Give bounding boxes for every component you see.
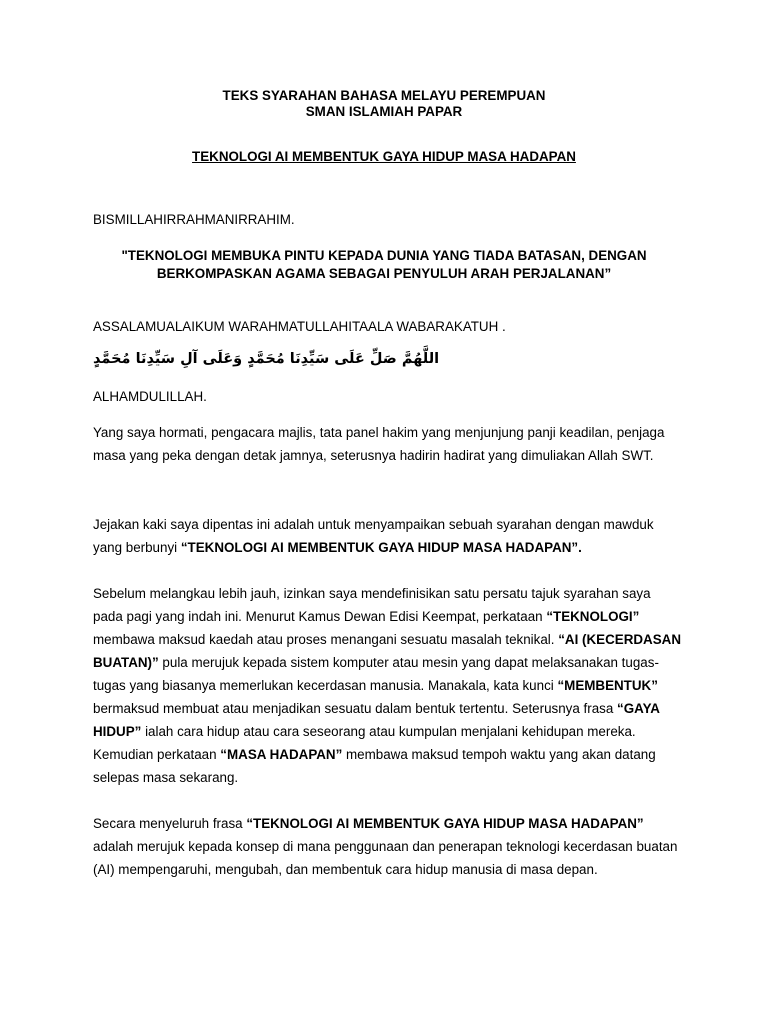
paragraph-introduction [93,513,683,559]
def-text-i: ialah cara hidup atau cara seseorang atau kumpulan menjalani kehidupan mereka. Kemudian perkataan [93,724,636,762]
def-membentuk: “MEMBENTUK” [557,678,658,693]
quote-line-1: "TEKNOLOGI MEMBUKA PINTU KEPADA DUNIA YANG TIADA BATASAN, DENGAN [121,248,647,263]
def-masa-hadapan: “MASA HADAPAN” [220,747,343,762]
def-text-e: pula merujuk kepada sistem komputer atau mesin yang dapat melaksanakan tugas-tugas yang biasanya memerlukan kecerdasan manusia. Manakala, kata kunci [93,655,659,693]
header-line-2: SMAN ISLAMIAH PAPAR [305,104,463,119]
speech-title: TEKNOLOGI AI MEMBENTUK GAYA HIDUP MASA HADAPAN [192,149,576,164]
intro-title-bold: “TEKNOLOGI AI MEMBENTUK GAYA HIDUP MASA HADAPAN”. [180,540,582,555]
paragraph-summary [93,812,683,881]
paragraph-greetings: Yang saya hormati, pengacara majlis, tata panel hakim yang menjunjung panji keadilan, penjaga masa yang peka dengan detak jamnya, seterusnya hadirin hadirat yang dimuliakan Allah SWT. [93,425,665,463]
def-text-g: bermaksud membuat atau menjadikan sesuatu dalam bentuk tertentu. Seterusnya frasa [93,701,618,716]
bismillah-line: BISMILLAHIRRAHMANIRRAHIM. [93,212,295,227]
def-ai: “AI (KECERDASAN BUATAN)” [93,632,681,670]
alhamdulillah-line: ALHAMDULILLAH. [93,389,207,404]
summary-text-c: adalah merujuk kepada konsep di mana penggunaan dan penerapan teknologi kecerdasan buatan (AI) mempengaruhi, mengubah, dan membentuk cara hidup manusia di masa depan. [93,839,678,877]
summary-text-a: Secara menyeluruh frasa [93,816,247,831]
def-text-a: Sebelum melangkau lebih jauh, izinkan saya mendefinisikan satu persatu tajuk syarahan saya pada pagi yang indah ini. Menurut Kamus Dewan Edisi Keempat, perkataan [93,586,651,624]
salam-line: ASSALAMUALAIKUM WARAHMATULLAHITAALA WABARAKATUH . [93,319,506,334]
intro-text: Jejakan kaki saya dipentas ini adalah untuk menyampaikan sebuah syarahan dengan mawduk yang berbunyi [93,517,654,555]
header-line-1: TEKS SYARAHAN BAHASA MELAYU PEREMPUAN [222,88,546,103]
paragraph-definitions [93,582,683,789]
selawat-arabic: اللَّهُمَّ صَلِّ عَلَى سَيِّدِنَا مُحَمَّدٍ وَعَلَى آلِ سَيِّدِنَا مُحَمَّدٍ [93,351,440,367]
quote-line-2: BERKOMPASKAN AGAMA SEBAGAI PENYULUH ARAH PERJALANAN” [156,266,612,281]
def-text-c: membawa maksud kaedah atau proses menangani sesuatu masalah teknikal. [93,632,559,647]
summary-title-bold: “TEKNOLOGI AI MEMBENTUK GAYA HIDUP MASA HADAPAN” [246,816,644,831]
def-gaya-hidup: “GAYA HIDUP” [93,701,660,739]
def-teknologi: “TEKNOLOGI” [546,609,640,624]
def-text-k: membawa maksud tempoh waktu yang akan datang selepas masa sekarang. [93,747,656,785]
